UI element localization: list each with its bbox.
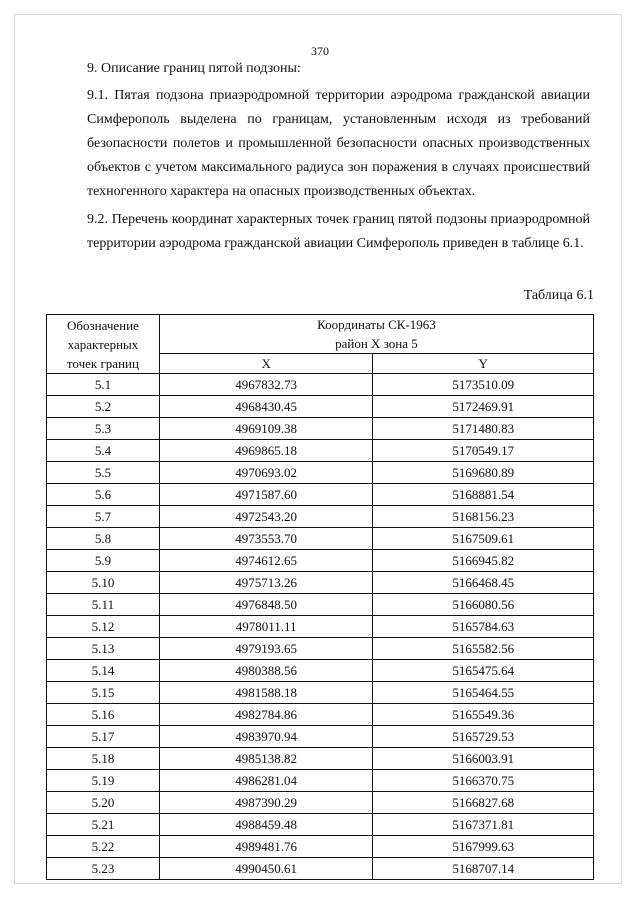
y-column-header: Y	[373, 354, 594, 374]
x-cell: 4981588.18	[159, 682, 373, 704]
page-number: 370	[311, 44, 329, 58]
y-cell: 5171480.83	[373, 418, 594, 440]
x-cell: 4983970.94	[159, 726, 373, 748]
y-cell: 5166370.75	[373, 770, 594, 792]
table-row	[47, 396, 594, 418]
y-cell: 5166003.91	[373, 748, 594, 770]
y-cell: 5165464.55	[373, 682, 594, 704]
x-cell: 4971587.60	[159, 484, 373, 506]
table-row	[47, 638, 594, 660]
x-cell: 4976848.50	[159, 594, 373, 616]
point-cell: 5.2	[47, 396, 160, 418]
table-row	[47, 726, 594, 748]
point-cell: 5.18	[47, 748, 160, 770]
x-cell: 4972543.20	[159, 506, 373, 528]
paragraph-9-2-text: 9.2. Перечень координат характерных точек границ пятой подзоны приаэродромной территории аэродрома гражданской авиации Симферополь приведен в таблице 6.1.	[87, 212, 590, 251]
x-cell: 4968430.45	[159, 396, 373, 418]
x-cell: 4980388.56	[159, 660, 373, 682]
x-cell: 4979193.65	[159, 638, 373, 660]
point-cell: 5.16	[47, 704, 160, 726]
point-cell: 5.15	[47, 682, 160, 704]
point-cell: 5.1	[47, 374, 160, 396]
x-column-header: X	[159, 354, 373, 374]
table-row	[47, 770, 594, 792]
point-cell: 5.22	[47, 836, 160, 858]
y-cell: 5168881.54	[373, 484, 594, 506]
table-row	[47, 484, 594, 506]
y-cell: 5172469.91	[373, 396, 594, 418]
point-header-line-3: точек границ	[66, 355, 139, 371]
x-cell: 4978011.11	[159, 616, 373, 638]
table-row	[47, 506, 594, 528]
x-cell: 4969865.18	[159, 440, 373, 462]
y-cell: 5165475.64	[373, 660, 594, 682]
x-cell: 4970693.02	[159, 462, 373, 484]
paragraph-9-2	[87, 208, 590, 256]
coords-header-line-1: Координаты СК-1963	[317, 317, 436, 332]
x-cell: 4969109.38	[159, 418, 373, 440]
x-cell: 4989481.76	[159, 836, 373, 858]
table-row	[47, 440, 594, 462]
x-cell: 4985138.82	[159, 748, 373, 770]
paragraph-9-1	[87, 84, 590, 204]
point-header-line-2: характерных	[67, 336, 139, 352]
x-cell: 4987390.29	[159, 792, 373, 814]
point-cell: 5.11	[47, 594, 160, 616]
point-cell: 5.19	[47, 770, 160, 792]
point-cell: 5.14	[47, 660, 160, 682]
table-row	[47, 682, 594, 704]
table-row	[47, 550, 594, 572]
x-cell: 4967832.73	[159, 374, 373, 396]
y-cell: 5167999.63	[373, 836, 594, 858]
table-row	[47, 704, 594, 726]
x-cell: 4986281.04	[159, 770, 373, 792]
table-header	[47, 315, 594, 374]
table-row	[47, 418, 594, 440]
table-row	[47, 792, 594, 814]
x-cell: 4975713.26	[159, 572, 373, 594]
y-cell: 5165549.36	[373, 704, 594, 726]
section-heading: 9. Описание границ пятой подзоны:	[87, 61, 301, 76]
y-cell: 5173510.09	[373, 374, 594, 396]
point-cell: 5.5	[47, 462, 160, 484]
coordinates-table	[46, 314, 594, 880]
table-row	[47, 594, 594, 616]
y-cell: 5166080.56	[373, 594, 594, 616]
coords-header-line-2: район X зона 5	[335, 336, 418, 351]
table-row	[47, 858, 594, 880]
point-cell: 5.12	[47, 616, 160, 638]
point-cell: 5.8	[47, 528, 160, 550]
table-row	[47, 814, 594, 836]
table-row	[47, 748, 594, 770]
table-row	[47, 572, 594, 594]
y-cell: 5166827.68	[373, 792, 594, 814]
y-cell: 5165784.63	[373, 616, 594, 638]
y-cell: 5168707.14	[373, 858, 594, 880]
point-cell: 5.4	[47, 440, 160, 462]
coords-group-header	[159, 315, 593, 354]
table-row	[47, 616, 594, 638]
x-cell: 4990450.61	[159, 858, 373, 880]
x-cell: 4988459.48	[159, 814, 373, 836]
y-cell: 5165582.56	[373, 638, 594, 660]
point-cell: 5.23	[47, 858, 160, 880]
table-row	[47, 836, 594, 858]
point-cell: 5.6	[47, 484, 160, 506]
x-cell: 4973553.70	[159, 528, 373, 550]
point-cell: 5.10	[47, 572, 160, 594]
table-row	[47, 462, 594, 484]
point-cell: 5.21	[47, 814, 160, 836]
point-column-header	[47, 315, 160, 374]
point-cell: 5.13	[47, 638, 160, 660]
y-cell: 5166468.45	[373, 572, 594, 594]
table-row	[47, 660, 594, 682]
table-row	[47, 374, 594, 396]
y-cell: 5167371.81	[373, 814, 594, 836]
table-body	[47, 374, 594, 880]
y-cell: 5167509.61	[373, 528, 594, 550]
point-cell: 5.20	[47, 792, 160, 814]
y-cell: 5170549.17	[373, 440, 594, 462]
y-cell: 5165729.53	[373, 726, 594, 748]
y-cell: 5166945.82	[373, 550, 594, 572]
x-cell: 4982784.86	[159, 704, 373, 726]
point-cell: 5.3	[47, 418, 160, 440]
point-cell: 5.9	[47, 550, 160, 572]
y-cell: 5169680.89	[373, 462, 594, 484]
point-cell: 5.7	[47, 506, 160, 528]
point-cell: 5.17	[47, 726, 160, 748]
x-cell: 4974612.65	[159, 550, 373, 572]
y-cell: 5168156.23	[373, 506, 594, 528]
table-row	[47, 528, 594, 550]
paragraph-9-1-text: 9.1. Пятая подзона приаэродромной территории аэродрома гражданской авиации Симферополь выделена по границам, установленным исходя из требований безопасности полетов и промышленной безопасности опасных производственных объектов с учетом максимального радиуса зон поражения в случаях происшествий техногенного характера на опасных производственных объектах.	[87, 88, 590, 199]
point-header-line-1: Обозначение	[67, 317, 139, 333]
table-caption: Таблица 6.1	[523, 288, 594, 303]
